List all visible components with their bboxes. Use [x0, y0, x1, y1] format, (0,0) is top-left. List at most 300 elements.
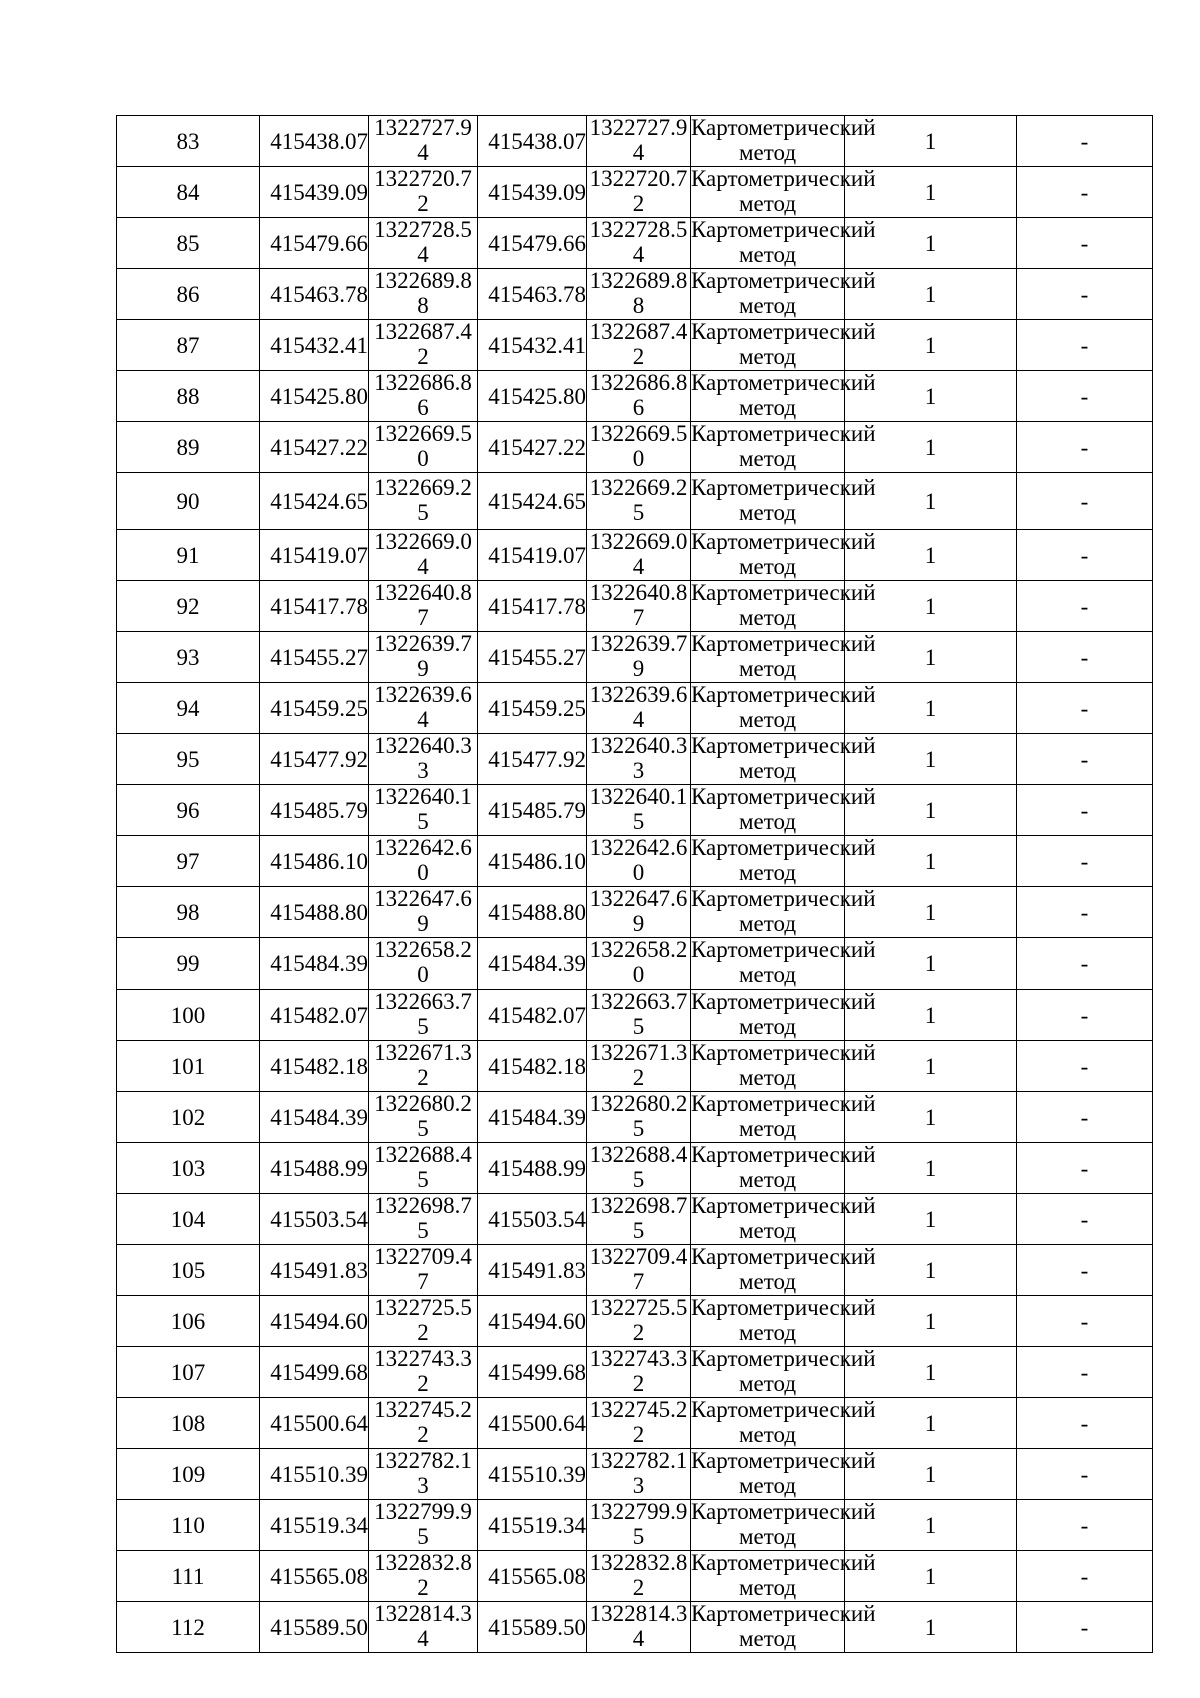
table-row	[117, 1245, 1153, 1296]
determination-method-cell	[691, 681, 876, 734]
x-coordinate-new: 415427.22	[478, 422, 587, 473]
determination-method: Картометрический метод	[691, 1090, 876, 1141]
y-coordinate-existing-cell	[369, 1551, 478, 1602]
x-coordinate-new: 415491.83	[478, 1245, 587, 1296]
table-row	[117, 1602, 1153, 1653]
point-number: 87	[117, 320, 260, 371]
determination-method-cell	[691, 1396, 876, 1449]
y-coordinate-new: 1322782.13	[589, 1447, 688, 1498]
accuracy-value: 1	[845, 1296, 1017, 1347]
x-coordinate-new: 415459.25	[478, 683, 587, 734]
y-coordinate-existing: 1322640.87	[374, 579, 472, 630]
x-coordinate-existing: 415419.07	[260, 530, 369, 581]
x-coordinate-existing: 415417.78	[260, 581, 369, 632]
note-value: -	[1017, 1500, 1153, 1551]
y-coordinate-existing-cell	[369, 1449, 478, 1500]
x-coordinate-existing: 415488.80	[260, 887, 369, 938]
determination-method: Картометрический метод	[691, 1345, 876, 1396]
y-coordinate-new-cell	[587, 836, 691, 887]
y-coordinate-new-cell	[587, 1398, 691, 1449]
x-coordinate-new: 415463.78	[478, 269, 587, 320]
y-coordinate-new: 1322687.42	[589, 318, 688, 369]
y-coordinate-new-cell	[587, 1143, 691, 1194]
point-number: 103	[117, 1143, 260, 1194]
y-coordinate-new: 1322709.47	[589, 1243, 688, 1294]
y-coordinate-existing: 1322639.79	[374, 630, 472, 681]
note-value: -	[1017, 836, 1153, 887]
determination-method-cell	[691, 988, 876, 1041]
determination-method-cell	[691, 885, 876, 938]
accuracy-value: 1	[845, 1449, 1017, 1500]
determination-method-cell	[691, 165, 876, 218]
y-coordinate-existing: 1322745.22	[374, 1396, 472, 1447]
y-coordinate-new: 1322658.20	[589, 937, 688, 987]
accuracy-value: 1	[845, 1398, 1017, 1449]
table-row	[117, 887, 1153, 938]
y-coordinate-existing: 1322680.25	[374, 1090, 472, 1141]
y-coordinate-new: 1322698.75	[589, 1192, 688, 1243]
y-coordinate-new: 1322799.95	[589, 1498, 688, 1549]
y-coordinate-existing-cell	[369, 1143, 478, 1194]
accuracy-value: 1	[845, 218, 1017, 269]
x-coordinate-existing: 415486.10	[260, 836, 369, 887]
y-coordinate-new-cell	[587, 1347, 691, 1398]
note-value: -	[1017, 1245, 1153, 1296]
note-value: -	[1017, 1194, 1153, 1245]
note-value: -	[1017, 990, 1153, 1041]
accuracy-value: 1	[845, 1092, 1017, 1143]
determination-method-cell	[691, 369, 876, 422]
point-number: 88	[117, 371, 260, 422]
point-number: 104	[117, 1194, 260, 1245]
point-number: 85	[117, 218, 260, 269]
y-coordinate-existing-cell	[369, 1500, 478, 1551]
x-coordinate-existing: 415500.64	[260, 1398, 369, 1449]
x-coordinate-existing: 415499.68	[260, 1347, 369, 1398]
x-coordinate-new: 415484.39	[478, 938, 587, 990]
x-coordinate-new: 415519.34	[478, 1500, 587, 1551]
x-coordinate-new: 415417.78	[478, 581, 587, 632]
x-coordinate-new: 415494.60	[478, 1296, 587, 1347]
accuracy-value: 1	[845, 1347, 1017, 1398]
point-number: 109	[117, 1449, 260, 1500]
y-coordinate-new: 1322647.69	[589, 885, 688, 936]
y-coordinate-new: 1322669.50	[589, 420, 688, 471]
accuracy-value: 1	[845, 990, 1017, 1041]
x-coordinate-existing: 415425.80	[260, 371, 369, 422]
determination-method-cell	[691, 783, 876, 836]
table-row	[117, 836, 1153, 887]
x-coordinate-existing: 415424.65	[260, 473, 369, 530]
determination-method: Картометрический метод	[691, 1243, 876, 1294]
y-coordinate-new-cell	[587, 1551, 691, 1602]
x-coordinate-new: 415510.39	[478, 1449, 587, 1500]
determination-method-cell	[691, 528, 876, 581]
accuracy-value: 1	[845, 422, 1017, 473]
y-coordinate-existing: 1322642.60	[374, 834, 472, 885]
point-number: 93	[117, 632, 260, 683]
y-coordinate-new-cell	[587, 1296, 691, 1347]
x-coordinate-existing: 415494.60	[260, 1296, 369, 1347]
accuracy-value: 1	[845, 473, 1017, 530]
determination-method: Картометрический метод	[691, 1294, 876, 1345]
accuracy-value: 1	[845, 1602, 1017, 1653]
y-coordinate-existing: 1322639.64	[374, 681, 472, 732]
accuracy-value: 1	[845, 887, 1017, 938]
y-coordinate-new-cell	[587, 683, 691, 734]
determination-method: Картометрический метод	[691, 732, 876, 783]
accuracy-value: 1	[845, 836, 1017, 887]
x-coordinate-existing: 415491.83	[260, 1245, 369, 1296]
note-value: -	[1017, 116, 1153, 167]
table-row	[117, 1500, 1153, 1551]
y-coordinate-existing-cell	[369, 1245, 478, 1296]
x-coordinate-new: 415499.68	[478, 1347, 587, 1398]
determination-method-cell	[691, 1600, 876, 1653]
y-coordinate-existing: 1322782.13	[374, 1447, 472, 1498]
y-coordinate-existing-cell	[369, 371, 478, 422]
x-coordinate-existing: 415439.09	[260, 167, 369, 218]
y-coordinate-existing-cell	[369, 1347, 478, 1398]
y-coordinate-new: 1322688.45	[589, 1141, 688, 1192]
note-value: -	[1017, 632, 1153, 683]
y-coordinate-new: 1322671.32	[589, 1039, 688, 1090]
y-coordinate-existing: 1322709.47	[374, 1243, 472, 1294]
table-row	[117, 734, 1153, 785]
note-value: -	[1017, 218, 1153, 269]
y-coordinate-new: 1322640.33	[589, 732, 688, 783]
y-coordinate-existing: 1322669.50	[374, 420, 472, 471]
determination-method: Картометрический метод	[691, 420, 876, 471]
y-coordinate-existing-cell	[369, 1602, 478, 1653]
y-coordinate-existing-cell	[369, 785, 478, 836]
determination-method: Картометрический метод	[691, 1600, 876, 1651]
y-coordinate-new: 1322832.82	[589, 1549, 688, 1600]
accuracy-value: 1	[845, 269, 1017, 320]
point-number: 83	[117, 116, 260, 167]
point-number: 86	[117, 269, 260, 320]
determination-method-cell	[691, 420, 876, 473]
table-row	[117, 1551, 1153, 1602]
x-coordinate-new: 415425.80	[478, 371, 587, 422]
x-coordinate-new: 415439.09	[478, 167, 587, 218]
point-number: 98	[117, 887, 260, 938]
x-coordinate-new: 415482.07	[478, 990, 587, 1041]
y-coordinate-existing-cell	[369, 836, 478, 887]
note-value: -	[1017, 887, 1153, 938]
point-number: 94	[117, 683, 260, 734]
x-coordinate-existing: 415438.07	[260, 116, 369, 167]
determination-method-cell	[691, 1090, 876, 1143]
y-coordinate-existing-cell	[369, 581, 478, 632]
x-coordinate-new: 415485.79	[478, 785, 587, 836]
accuracy-value: 1	[845, 1143, 1017, 1194]
point-number: 110	[117, 1500, 260, 1551]
determination-method-cell	[691, 1498, 876, 1551]
x-coordinate-existing: 415482.18	[260, 1041, 369, 1092]
x-coordinate-new: 415500.64	[478, 1398, 587, 1449]
y-coordinate-new: 1322639.64	[589, 681, 688, 732]
y-coordinate-new-cell	[587, 938, 691, 990]
determination-method-cell	[691, 630, 876, 683]
point-number: 96	[117, 785, 260, 836]
y-coordinate-existing-cell	[369, 422, 478, 473]
y-coordinate-new-cell	[587, 632, 691, 683]
y-coordinate-existing: 1322658.20	[374, 937, 472, 987]
accuracy-value: 1	[845, 581, 1017, 632]
determination-method-cell	[691, 1192, 876, 1245]
y-coordinate-existing: 1322727.94	[374, 114, 472, 165]
y-coordinate-existing: 1322669.04	[374, 528, 472, 579]
y-coordinate-new: 1322745.22	[589, 1396, 688, 1447]
table-row	[117, 1398, 1153, 1449]
accuracy-value: 1	[845, 632, 1017, 683]
determination-method: Картометрический метод	[691, 216, 876, 267]
y-coordinate-existing-cell	[369, 1296, 478, 1347]
y-coordinate-new-cell	[587, 1092, 691, 1143]
y-coordinate-new-cell	[587, 581, 691, 632]
coordinates-table	[116, 115, 1153, 1653]
table-row	[117, 785, 1153, 836]
table-row	[117, 167, 1153, 218]
determination-method: Картометрический метод	[691, 369, 876, 420]
accuracy-value: 1	[845, 530, 1017, 581]
determination-method: Картометрический метод	[691, 834, 876, 885]
x-coordinate-existing: 415479.66	[260, 218, 369, 269]
y-coordinate-existing-cell	[369, 473, 478, 530]
point-number: 108	[117, 1398, 260, 1449]
y-coordinate-new-cell	[587, 785, 691, 836]
y-coordinate-existing-cell	[369, 734, 478, 785]
x-coordinate-existing: 415484.39	[260, 1092, 369, 1143]
x-coordinate-new: 415479.66	[478, 218, 587, 269]
table-row	[117, 581, 1153, 632]
accuracy-value: 1	[845, 371, 1017, 422]
y-coordinate-new-cell	[587, 1041, 691, 1092]
note-value: -	[1017, 371, 1153, 422]
point-number: 92	[117, 581, 260, 632]
y-coordinate-existing: 1322671.32	[374, 1039, 472, 1090]
determination-method: Картометрический метод	[691, 579, 876, 630]
y-coordinate-new: 1322639.79	[589, 630, 688, 681]
y-coordinate-new-cell	[587, 887, 691, 938]
x-coordinate-existing: 415589.50	[260, 1602, 369, 1653]
y-coordinate-existing: 1322743.32	[374, 1345, 472, 1396]
y-coordinate-existing-cell	[369, 1092, 478, 1143]
y-coordinate-new-cell	[587, 1449, 691, 1500]
y-coordinate-existing-cell	[369, 938, 478, 990]
determination-method-cell	[691, 834, 876, 887]
determination-method: Картометрический метод	[691, 1141, 876, 1192]
determination-method: Картометрический метод	[691, 1039, 876, 1090]
table-row	[117, 1296, 1153, 1347]
y-coordinate-existing: 1322686.86	[374, 369, 472, 420]
determination-method: Картометрический метод	[691, 318, 876, 369]
y-coordinate-existing-cell	[369, 116, 478, 167]
note-value: -	[1017, 422, 1153, 473]
point-number: 84	[117, 167, 260, 218]
determination-method: Картометрический метод	[691, 114, 876, 165]
x-coordinate-new: 415484.39	[478, 1092, 587, 1143]
x-coordinate-existing: 415482.07	[260, 990, 369, 1041]
y-coordinate-new: 1322725.52	[589, 1294, 688, 1345]
y-coordinate-existing: 1322689.88	[374, 267, 472, 318]
determination-method-cell	[691, 1039, 876, 1092]
accuracy-value: 1	[845, 1500, 1017, 1551]
table-row	[117, 990, 1153, 1041]
y-coordinate-existing-cell	[369, 632, 478, 683]
y-coordinate-existing: 1322725.52	[374, 1294, 472, 1345]
y-coordinate-existing: 1322688.45	[374, 1141, 472, 1192]
y-coordinate-new: 1322814.34	[589, 1600, 688, 1651]
note-value: -	[1017, 167, 1153, 218]
determination-method: Картометрический метод	[691, 681, 876, 732]
x-coordinate-existing: 415459.25	[260, 683, 369, 734]
y-coordinate-new-cell	[587, 167, 691, 218]
x-coordinate-existing: 415477.92	[260, 734, 369, 785]
note-value: -	[1017, 1041, 1153, 1092]
x-coordinate-existing: 415519.34	[260, 1500, 369, 1551]
coordinates-table-body	[117, 116, 1153, 1653]
accuracy-value: 1	[845, 785, 1017, 836]
x-coordinate-existing: 415463.78	[260, 269, 369, 320]
table-row	[117, 269, 1153, 320]
y-coordinate-new-cell	[587, 1500, 691, 1551]
note-value: -	[1017, 473, 1153, 530]
y-coordinate-new-cell	[587, 734, 691, 785]
point-number: 90	[117, 473, 260, 530]
y-coordinate-existing: 1322663.75	[374, 988, 472, 1039]
y-coordinate-new-cell	[587, 1245, 691, 1296]
note-value: -	[1017, 320, 1153, 371]
point-number: 91	[117, 530, 260, 581]
x-coordinate-existing: 415427.22	[260, 422, 369, 473]
y-coordinate-new-cell	[587, 320, 691, 371]
x-coordinate-existing: 415485.79	[260, 785, 369, 836]
point-number: 95	[117, 734, 260, 785]
y-coordinate-existing-cell	[369, 683, 478, 734]
determination-method: Картометрический метод	[691, 1447, 876, 1498]
y-coordinate-new: 1322642.60	[589, 834, 688, 885]
y-coordinate-existing-cell	[369, 218, 478, 269]
note-value: -	[1017, 1347, 1153, 1398]
x-coordinate-new: 415424.65	[478, 473, 587, 530]
note-value: -	[1017, 1296, 1153, 1347]
note-value: -	[1017, 1551, 1153, 1602]
note-value: -	[1017, 530, 1153, 581]
y-coordinate-existing-cell	[369, 269, 478, 320]
note-value: -	[1017, 581, 1153, 632]
table-row	[117, 1143, 1153, 1194]
y-coordinate-existing: 1322698.75	[374, 1192, 472, 1243]
y-coordinate-new: 1322727.94	[589, 114, 688, 165]
x-coordinate-new: 415438.07	[478, 116, 587, 167]
y-coordinate-existing: 1322640.15	[374, 783, 472, 834]
y-coordinate-new-cell	[587, 218, 691, 269]
x-coordinate-new: 415432.41	[478, 320, 587, 371]
y-coordinate-existing-cell	[369, 530, 478, 581]
y-coordinate-new: 1322689.88	[589, 267, 688, 318]
note-value: -	[1017, 683, 1153, 734]
determination-method-cell	[691, 1243, 876, 1296]
determination-method-cell	[691, 216, 876, 269]
x-coordinate-new: 415477.92	[478, 734, 587, 785]
y-coordinate-existing: 1322728.54	[374, 216, 472, 267]
table-row	[117, 371, 1153, 422]
y-coordinate-new-cell	[587, 1194, 691, 1245]
accuracy-value: 1	[845, 683, 1017, 734]
table-row	[117, 938, 1153, 990]
note-value: -	[1017, 1398, 1153, 1449]
x-coordinate-existing: 415488.99	[260, 1143, 369, 1194]
y-coordinate-new-cell	[587, 422, 691, 473]
point-number: 107	[117, 1347, 260, 1398]
table-row	[117, 530, 1153, 581]
accuracy-value: 1	[845, 938, 1017, 990]
y-coordinate-new: 1322743.32	[589, 1345, 688, 1396]
determination-method-cell	[691, 1549, 876, 1602]
point-number: 101	[117, 1041, 260, 1092]
x-coordinate-existing: 415503.54	[260, 1194, 369, 1245]
determination-method: Картометрический метод	[691, 1192, 876, 1243]
y-coordinate-existing-cell	[369, 1398, 478, 1449]
y-coordinate-new: 1322640.87	[589, 579, 688, 630]
note-value: -	[1017, 734, 1153, 785]
note-value: -	[1017, 1143, 1153, 1194]
determination-method-cell	[691, 318, 876, 371]
point-number: 97	[117, 836, 260, 887]
y-coordinate-new: 1322663.75	[589, 988, 688, 1039]
x-coordinate-new: 415589.50	[478, 1602, 587, 1653]
y-coordinate-new-cell	[587, 116, 691, 167]
table-row	[117, 683, 1153, 734]
y-coordinate-existing: 1322640.33	[374, 732, 472, 783]
accuracy-value: 1	[845, 1551, 1017, 1602]
y-coordinate-existing-cell	[369, 887, 478, 938]
note-value: -	[1017, 269, 1153, 320]
x-coordinate-new: 415455.27	[478, 632, 587, 683]
determination-method: Картометрический метод	[691, 474, 876, 525]
table-row	[117, 1092, 1153, 1143]
x-coordinate-new: 415486.10	[478, 836, 587, 887]
y-coordinate-existing: 1322647.69	[374, 885, 472, 936]
determination-method: Картометрический метод	[691, 1498, 876, 1549]
determination-method: Картометрический метод	[691, 1549, 876, 1600]
determination-method: Картометрический метод	[691, 783, 876, 834]
x-coordinate-new: 415565.08	[478, 1551, 587, 1602]
y-coordinate-new: 1322728.54	[589, 216, 688, 267]
note-value: -	[1017, 1092, 1153, 1143]
x-coordinate-existing: 415455.27	[260, 632, 369, 683]
x-coordinate-new: 415503.54	[478, 1194, 587, 1245]
table-row	[117, 1194, 1153, 1245]
determination-method: Картометрический метод	[691, 630, 876, 681]
table-row	[117, 1347, 1153, 1398]
table-row	[117, 1041, 1153, 1092]
table-row	[117, 632, 1153, 683]
x-coordinate-new: 415419.07	[478, 530, 587, 581]
determination-method: Картометрический метод	[691, 528, 876, 579]
x-coordinate-existing: 415484.39	[260, 938, 369, 990]
determination-method-cell	[691, 473, 876, 530]
y-coordinate-new: 1322720.72	[589, 165, 688, 216]
determination-method-cell	[691, 1345, 876, 1398]
determination-method-cell	[691, 579, 876, 632]
x-coordinate-existing: 415510.39	[260, 1449, 369, 1500]
determination-method: Картометрический метод	[691, 937, 876, 987]
point-number: 105	[117, 1245, 260, 1296]
note-value: -	[1017, 938, 1153, 990]
